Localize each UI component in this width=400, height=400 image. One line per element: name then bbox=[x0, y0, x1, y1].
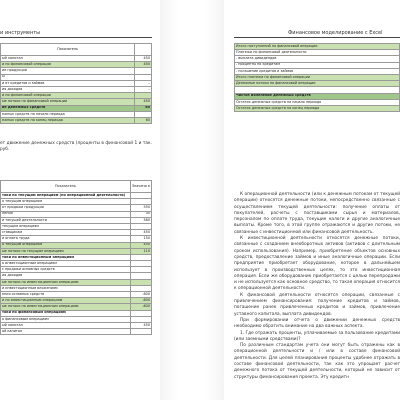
row-label: Итого поступлений по финансовой операции bbox=[235, 44, 400, 50]
row-value bbox=[135, 44, 152, 56]
row-value: 450 bbox=[135, 62, 152, 68]
row-value: 150 bbox=[130, 236, 151, 242]
row-label: и по финансовой операции bbox=[1, 62, 135, 68]
cash-flow-table-detailed bbox=[0, 180, 152, 335]
row-value: 450 bbox=[135, 99, 152, 105]
row-label: ие денежных средств bbox=[1, 105, 135, 111]
cash-flow-table-summary bbox=[0, 43, 152, 124]
row-label: Денежные потоки по финансовой операции bbox=[235, 81, 400, 87]
body-paragraph: При формировании отчета о движении денежных средств необходимо обратить внимание на два важных аспекта. bbox=[234, 317, 400, 330]
row-label: ия доходов bbox=[1, 273, 131, 279]
row-value: 60 bbox=[135, 105, 152, 111]
row-label: Остаток денежных средств на конец периода bbox=[235, 105, 400, 111]
row-label: ые потоки по инвестиционным операциям bbox=[1, 304, 131, 310]
table-row bbox=[1, 44, 152, 56]
row-label: ые потоки по текущим операциям bbox=[1, 248, 131, 254]
row-label: ый капитал bbox=[1, 56, 135, 62]
body-paragraph: 1. Где отражать проценты, уплачиваемые за пользование кредитами (или заемными средствами)? bbox=[234, 330, 400, 342]
row-value: -600 bbox=[130, 298, 151, 304]
row-value bbox=[130, 329, 151, 335]
cash-flow-table-continued bbox=[234, 43, 400, 112]
left-page bbox=[0, 0, 160, 400]
row-label: - погашение кредитов и займов bbox=[235, 68, 400, 74]
table-row bbox=[1, 117, 152, 123]
row-label: и текущей деятельности bbox=[1, 217, 131, 223]
body-paragraph: По различным стандартам учета они могут быть отражены как в операционной деятельности и / или в составе финансовой деятельности. Для целей планирования проценты удобнее отражать в составе финансовой деятельности, так как это упрощает расчет денежного потока от текущей деятельности, который не зависит от структуры финансирования проекта. Эту кредитн bbox=[234, 343, 400, 380]
body-paragraph: К операционной деятельности (или к денежным потокам от текущей операции) относятся денежные потоки, непосредственно связанные с осуществлением текущей деятельности: получение оплаты от покупателей, расчеты с поставщиками сырья и материалов, персоналом по оплате труда, текущие налоги и другие аналогичные выплаты. Кроме того, в этой группе отражаются и другие потоки, не связанные с инвестиционной или финансовой деятельность. bbox=[234, 192, 400, 235]
row-label: текущим операциям bbox=[1, 223, 131, 229]
row-label: Платежи по финансовой деятельности bbox=[235, 50, 400, 56]
row-label: ия доходов bbox=[1, 86, 135, 92]
row-label: о текущим операциям bbox=[1, 199, 131, 205]
row-label: токи по инвестиционным операциям bbox=[1, 254, 131, 260]
row-label: о инвестиционным операциям bbox=[1, 261, 131, 267]
row-value: -600 bbox=[130, 292, 151, 298]
header-rule-right bbox=[234, 37, 400, 38]
row-label: ые потоки по инвестиционным операциям bbox=[1, 279, 131, 285]
row-label: Показатель bbox=[1, 44, 135, 56]
row-value: Значени е bbox=[130, 181, 151, 193]
row-value: 550 bbox=[130, 205, 151, 211]
row-label: ый капитал bbox=[1, 322, 131, 328]
running-head-left: и инструменты bbox=[0, 30, 41, 36]
body-paragraph: К финансовой деятельности относятся операции, связанные с привлечением финансирования: получение кредитов и займов, погашение ранее привлеченных кредитов и займов, привлечение уставного капитала, выплата дивидендов. bbox=[234, 292, 400, 317]
row-label: ой капитал bbox=[1, 329, 131, 335]
row-label: Итого платежи по финансовой операции bbox=[235, 74, 400, 80]
table-row bbox=[235, 105, 400, 111]
row-label: Чистое изменение денежных средств bbox=[235, 93, 400, 99]
row-label: с продажи основных средств bbox=[1, 267, 131, 273]
row-label: и по инвестиционным операциям bbox=[1, 298, 131, 304]
row-label: и оплата труда bbox=[1, 236, 131, 242]
running-head-right: Финансовое моделирование с Excel bbox=[288, 30, 383, 36]
row-label: и инвестиционным вложениям bbox=[1, 285, 131, 291]
row-label: ежных средств на конец периода bbox=[1, 117, 135, 123]
row-label: ежных средств на начало периода bbox=[1, 111, 135, 117]
row-label: и от кредитов и займов bbox=[1, 80, 135, 86]
row-label: ставщикам bbox=[1, 230, 131, 236]
row-label: от продажи продукции bbox=[1, 205, 131, 211]
table-caption-paragraph: ет движение денежных средств (проценты в финансовой 1 и так. руб. bbox=[0, 141, 152, 153]
right-page bbox=[224, 0, 400, 400]
row-label: о текущим операциям bbox=[1, 242, 131, 248]
row-label: и по финансовой операции bbox=[1, 93, 135, 99]
row-label: ения основных средств bbox=[1, 292, 131, 298]
row-label: ы bbox=[1, 74, 135, 80]
body-text bbox=[234, 192, 400, 381]
row-label: ые потоки по финансовой операции bbox=[1, 99, 135, 105]
table-row bbox=[1, 181, 152, 193]
row-value: – bbox=[135, 80, 152, 86]
row-value: 60 bbox=[135, 117, 152, 123]
row-label: Показатель bbox=[1, 181, 131, 193]
row-label: - выплата дивидендов bbox=[235, 56, 400, 62]
header-rule-left bbox=[0, 37, 152, 38]
row-value: 580 bbox=[130, 217, 151, 223]
row-label: Остаток денежных средств на начало периода bbox=[235, 99, 400, 105]
body-paragraph: К инвестиционной деятельности относятся денежные потоки, связанные с созданием внеоборотных активов (активов с длительным сроком использования). Например, приобретение объектов основных средств, предоставление займов и иные аналогичные операции. Если предприятие приобретает оборудование, которое в дальнейшем использует в производственных целях, то это инвестиционная операция. Если же оборудование приобретается с целью перепродажи и не используется как основное средство, то такая операция относится к операционной деятельности. bbox=[234, 236, 400, 292]
row-label: - проценты по кредитам bbox=[235, 62, 400, 68]
row-value: 450 bbox=[130, 242, 151, 248]
row-label: ления bbox=[1, 211, 131, 217]
row-value: 110 bbox=[130, 248, 151, 254]
row-label: токи по финансовым операциям bbox=[1, 310, 131, 316]
row-value: 450 bbox=[130, 322, 151, 328]
row-value: 450 bbox=[130, 230, 151, 236]
row-value: 30 bbox=[130, 211, 151, 217]
row-label: токи по текущим операциям (по операционной деятельности) bbox=[1, 193, 131, 199]
book-gutter bbox=[160, 0, 224, 400]
row-label: о финансовым операциям bbox=[1, 316, 131, 322]
row-value: -600 bbox=[130, 304, 151, 310]
row-value: 450 bbox=[135, 56, 152, 62]
table-row bbox=[1, 329, 152, 335]
row-label: ие продукции bbox=[1, 68, 135, 74]
row-value: – bbox=[135, 86, 152, 92]
